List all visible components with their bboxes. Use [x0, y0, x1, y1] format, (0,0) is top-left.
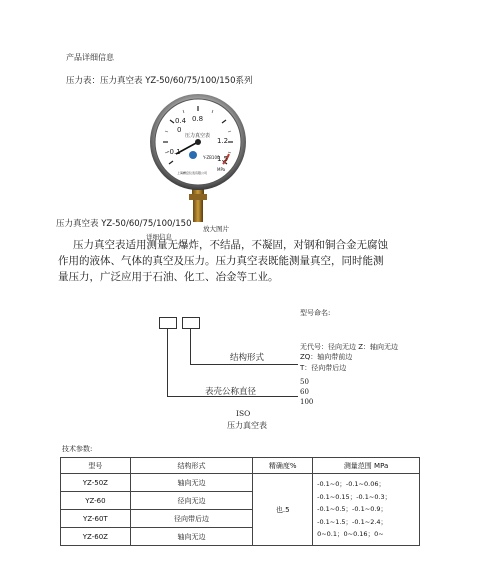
cell-structure: 轴向无边: [130, 528, 253, 546]
structure-option-2: ZQ：轴向带前边: [300, 353, 353, 361]
gauge-label-1.5: 1.5: [217, 155, 229, 163]
gauge-label-0.8: 0.8: [192, 115, 204, 123]
product-heading: 压力表：压力真空表 YZ-50/60/75/100/150系列: [66, 76, 253, 86]
gauge-unit: MPa: [217, 167, 226, 172]
detail-info-label: 详细信息: [146, 233, 172, 241]
header-range: 测量范围 MPa: [313, 458, 420, 474]
model-code-box-type: [182, 317, 200, 329]
gauge-maker: 上海精密仪表有限公司: [177, 171, 208, 175]
diameter-option-100: 100: [300, 398, 314, 406]
diameter-option-60: 60: [300, 388, 309, 396]
cell-accuracy: 也.5: [253, 474, 313, 546]
diameter-label: 表壳公称直径: [205, 387, 257, 397]
section-title: 产品详细信息: [66, 53, 114, 62]
cell-model: YZ-60T: [61, 510, 131, 528]
model-code-box-diameter: [159, 317, 177, 329]
structure-option-1: 无代号：径向无边 Z：轴向无边: [300, 343, 399, 351]
cell-model: YZ-60Z: [61, 528, 131, 546]
gauge-label-0.4: 0.4: [175, 117, 187, 125]
structure-type-label: 结构形式: [230, 353, 265, 363]
table-row: [61, 474, 420, 492]
range-line-1: -0.1~0；-0.1~0.06；: [317, 480, 385, 489]
range-line-4: -0.1~1.5；-0.1~2.4；: [317, 517, 388, 526]
range-line-5: 0~0.1；0~0.16；0~: [317, 530, 384, 539]
gauge-label-minus: -0.1: [167, 148, 181, 156]
enlarge-image-link[interactable]: 放大图片: [203, 225, 229, 233]
cell-structure: 径向带后边: [130, 510, 253, 528]
connector-type-horizontal: [190, 364, 298, 365]
gauge-image[interactable]: [143, 92, 253, 224]
product-description: [58, 237, 403, 285]
gauge-brand: Y-ZB100: [203, 155, 220, 160]
cell-range: [313, 474, 420, 546]
connector-type-vertical: [190, 328, 191, 364]
gauge-face-title: 压力真空表: [185, 133, 211, 139]
header-accuracy: 精确度%: [253, 458, 313, 474]
cell-structure: 径向无边: [130, 492, 253, 510]
spec-table-title: 技术参数:: [62, 445, 93, 453]
description-line-3: 量压力，广泛应用于石油、化工、冶金等工业。: [58, 271, 279, 283]
model-naming-title: 型号命名:: [300, 309, 331, 317]
gauge-label-0: 0: [177, 126, 182, 134]
cell-structure: 轴向无边: [130, 474, 253, 492]
header-structure: 结构形式: [130, 458, 253, 474]
structure-option-3: T：径向带后边: [300, 364, 347, 372]
gauge-label-1.2: 1.2: [217, 137, 229, 145]
description-line-1: 压力真空表适用测量无爆炸，不结晶，不凝固，对钢和铜合金无腐蚀: [73, 239, 388, 251]
diameter-option-50: 50: [300, 378, 309, 386]
description-line-2: 作用的液体、气体的真空及压力。压力真空表既能测量真空，同时能测: [58, 255, 384, 267]
image-caption: 压力真空表 YZ-50/60/75/100/150: [56, 219, 192, 229]
standard-label: ISO: [236, 409, 251, 418]
header-model: 型号: [61, 458, 131, 474]
pressure-gauge-illustration: [143, 92, 253, 224]
range-line-2: -0.1~0.15；-0.1~0.3；: [317, 492, 392, 501]
model-name-label: 压力真空表: [227, 421, 267, 430]
connector-diameter-vertical: [167, 328, 168, 396]
spec-table: [60, 457, 420, 546]
range-line-3: -0.1~0.5；-0.1~0.9；: [317, 505, 388, 514]
cell-model: YZ-60: [61, 492, 131, 510]
cell-model: YZ-50Z: [61, 474, 131, 492]
spec-table-header-row: [61, 458, 420, 474]
